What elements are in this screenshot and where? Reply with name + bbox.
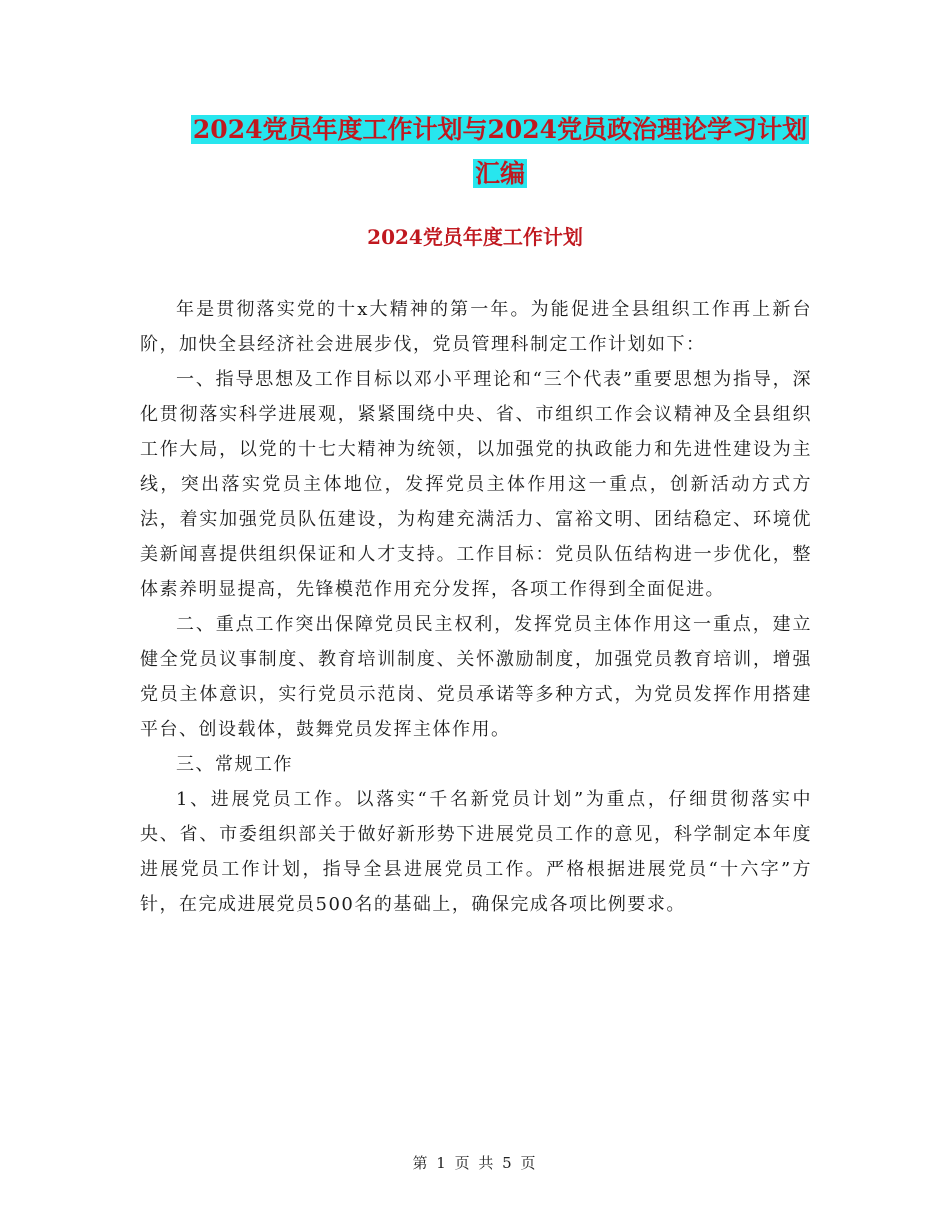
paragraph: 1、进展党员工作。以落实“千名新党员计划”为重点，仔细贯彻落实中央、省、市委组织部关于做好新形势下进展党员工作的意见，科学制定本年度进展党员工作计划，指导全县进展党员工作。严格根据进展党员“十六字”方针，在完成进展党员500名的基础上，确保完成各项比例要求。 [140,789,812,915]
document-title [140,108,860,196]
document-body [140,292,812,922]
page-number-footer: 第 1 页 共 5 页 [412,1154,538,1172]
paragraph: 年是贯彻落实党的十x大精神的第一年。为能促进全县组织工作再上新台阶，加快全县经济社会进展步伐，党员管理科制定工作计划如下： [140,299,812,355]
document-title-line-1: 2024党员年度工作计划与2024党员政治理论学习计划 [192,115,808,144]
document-title-line-2: 汇编 [474,159,525,188]
section-title: 2024党员年度工作计划 [367,225,583,249]
paragraph: 二、重点工作突出保障党员民主权利，发挥党员主体作用这一重点，建立健全党员议事制度、教育培训制度、关怀激励制度，加强党员教育培训，增强党员主体意识，实行党员示范岗、党员承诺等多种方式，为党员发挥作用搭建平台、创设载体，鼓舞党员发挥主体作用。 [140,614,812,740]
paragraph-heading: 三、常规工作 [176,754,293,775]
paragraph: 一、指导思想及工作目标以邓小平理论和“三个代表”重要思想为指导，深化贯彻落实科学进展观，紧紧围绕中央、省、市组织工作会议精神及全县组织工作大局，以党的十七大精神为统领，以加强党的执政能力和先进性建设为主线，突出落实党员主体地位，发挥党员主体作用这一重点，创新活动方式方法，着实加强党员队伍建设，为构建充满活力、富裕文明、团结稳定、环境优美新闻喜提供组织保证和人才支持。工作目标：党员队伍结构进一步优化，整体素养明显提高，先锋模范作用充分发挥，各项工作得到全面促进。 [140,369,812,600]
